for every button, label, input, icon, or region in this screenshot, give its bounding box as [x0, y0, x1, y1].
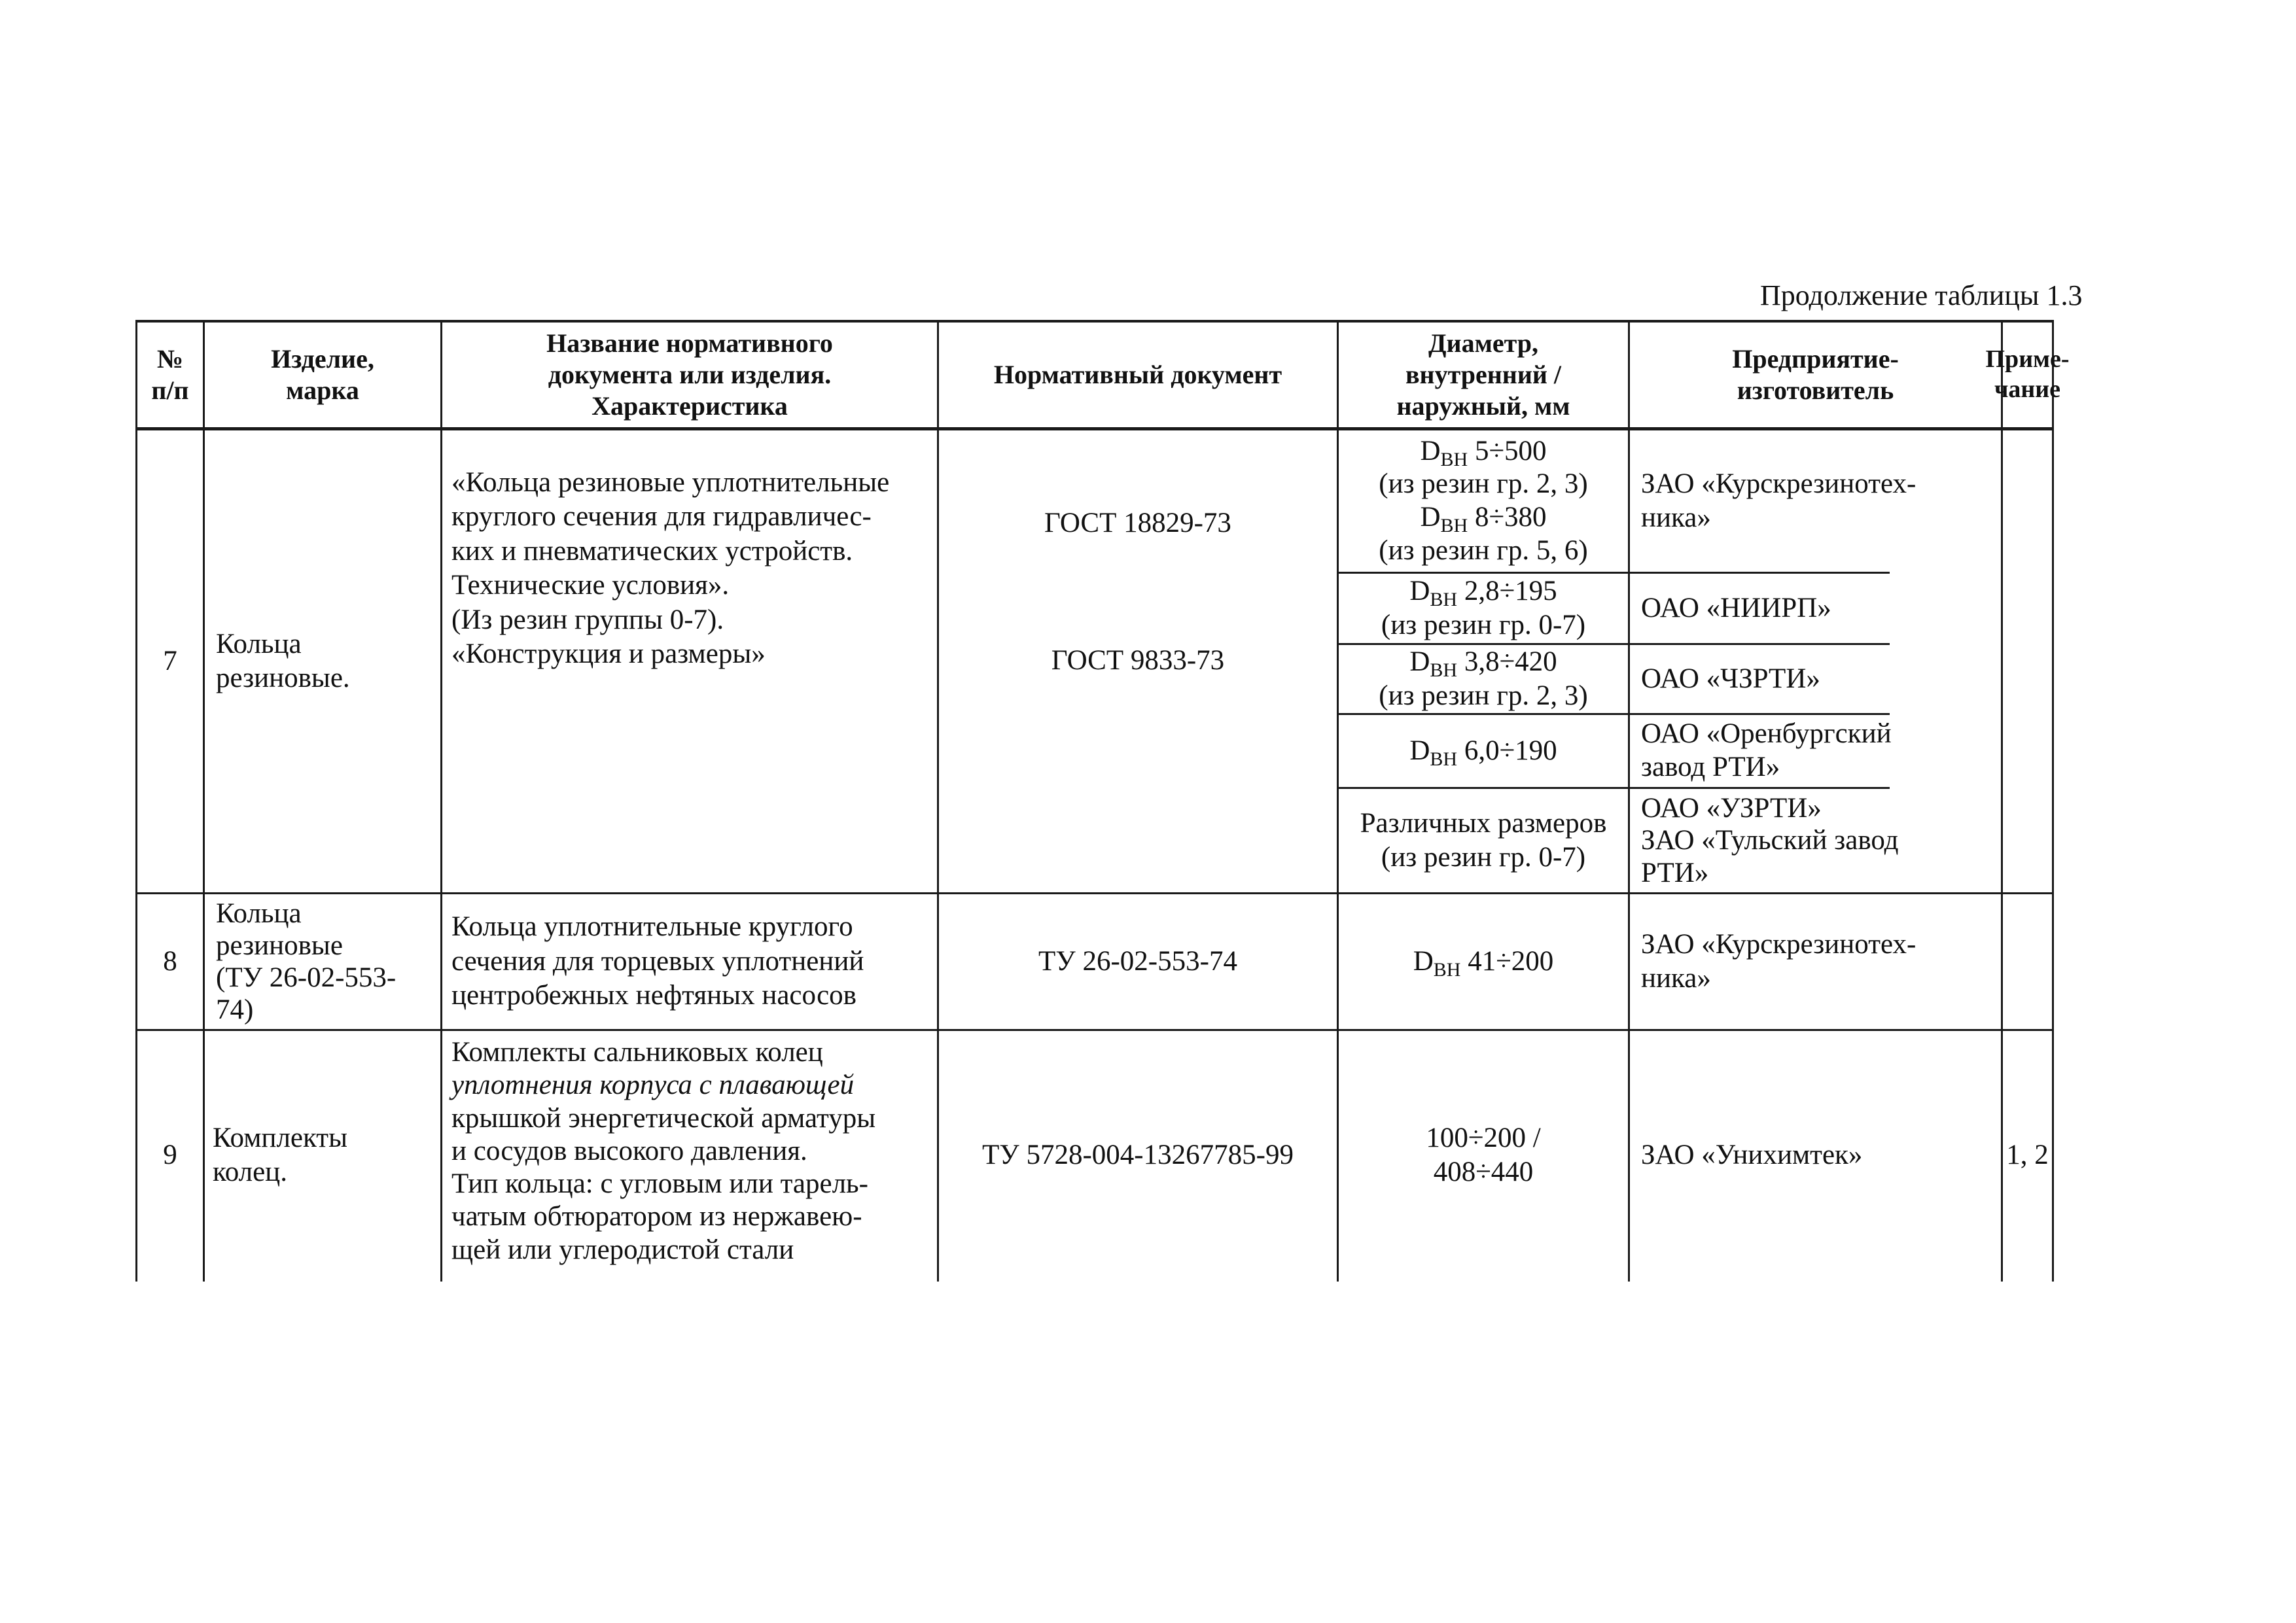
table-row-7-diameter-5: Различных размеров (из резин гр. 0-7)	[1360, 807, 1607, 873]
table-row-8-item: Кольца резиновые (ТУ 26-02-553- 74)	[216, 898, 397, 1026]
table-row-7-manufacturer-1: ЗАО «Курскрезинотех- ника»	[1641, 468, 1916, 533]
table-row-9-diameter: 100÷200 / 408÷440	[1426, 1122, 1541, 1187]
table-row-8-num: 8	[163, 945, 177, 977]
column-divider	[440, 320, 442, 1282]
table-row-8-note	[2003, 894, 2052, 1029]
table-row-7-diameter-1: $D_{ВН}$ 5÷500 (из резин гр. 2, 3) $D_{ВН}$ 8÷380 (из резин гр. 5, 6)	[1379, 435, 1588, 566]
header-document: Нормативный документ	[993, 360, 1282, 389]
table-row-7-item: Кольца резиновые.	[216, 628, 350, 693]
header-note: Приме- чание	[1985, 345, 2070, 403]
table-row-9-item: Комплекты колец.	[213, 1122, 347, 1187]
header-num: № п/п	[151, 344, 189, 405]
header-item: Изделие, марка	[271, 344, 374, 405]
table-row-9-manufacturer: ЗАО «Унихимтек»	[1641, 1139, 1863, 1170]
header-manufacturer: Предприятие- изготовитель	[1732, 344, 1899, 405]
table-right-border	[2052, 320, 2054, 1282]
header-name: Название нормативного документа или изделия. Характеристика	[546, 328, 833, 421]
table-row-7-diameter-2: $D_{ВН}$ 2,8÷195 (из резин гр. 0-7)	[1381, 575, 1586, 640]
table-row-7-note	[2003, 430, 2052, 892]
table-row-7-manufacturer-4: ОАО «Оренбургский завод РТИ»	[1641, 718, 1892, 782]
table-continuation-label: Продолжение таблицы 1.3	[1760, 279, 2083, 311]
table-row-7-doc-1: ГОСТ 18829-73	[1044, 507, 1231, 538]
table-row-7-diameter-4: $D_{ВН}$ 6,0÷190	[1409, 735, 1557, 770]
table-row-8-manufacturer: ЗАО «Курскрезинотех- ника»	[1641, 928, 1916, 994]
table-row-7-name: «Кольца резиновые уплотнительные круглого сечения для гидравличес- ких и пневматических устройств. Технические условия». (Из резин группы 0-7). «Конструкция и размеры»	[451, 467, 890, 670]
table-row-9-doc: ТУ 5728-004-13267785-99	[982, 1139, 1294, 1170]
table-row-7-diameter-3: $D_{ВН}$ 3,8÷420 (из резин гр. 2, 3)	[1379, 646, 1588, 711]
table-row-8-name: Кольца уплотнительные круглого сечения для торцевых уплотнений центробежных нефтяных насосов	[451, 911, 864, 1011]
table-row-7-doc-2: ГОСТ 9833-73	[1051, 644, 1225, 676]
table-row-7-manufacturer-5: ОАО «УЗРТИ» ЗАО «Тульский завод РТИ»	[1641, 793, 1899, 888]
table-row-9-name: Комплекты сальниковых колец уплотнения корпуса с плавающей крышкой энергетической арматуры и сосудов высокого давления. Тип кольца: с угловым или тарель- чатым обтюратором из нержавею- щей или углеродистой стали	[451, 1037, 876, 1265]
table-row-7-manufacturer-2: ОАО «НИИРП»	[1641, 592, 1831, 623]
column-divider	[1628, 320, 1630, 1282]
table-row-8-diameter: $D_{ВН}$ 41÷200	[1413, 945, 1554, 981]
table-row-8-doc: ТУ 26-02-553-74	[1038, 945, 1237, 977]
table-row-9-num: 9	[163, 1139, 177, 1170]
column-divider	[203, 320, 205, 1282]
header-diameter: Диаметр, внутренний / наружный, мм	[1396, 328, 1570, 421]
table-row-9-note: 1, 2	[2006, 1139, 2049, 1170]
table-row-7-manufacturer-3: ОАО «ЧЗРТИ»	[1641, 663, 1820, 694]
table-row-7-num: 7	[163, 645, 177, 676]
